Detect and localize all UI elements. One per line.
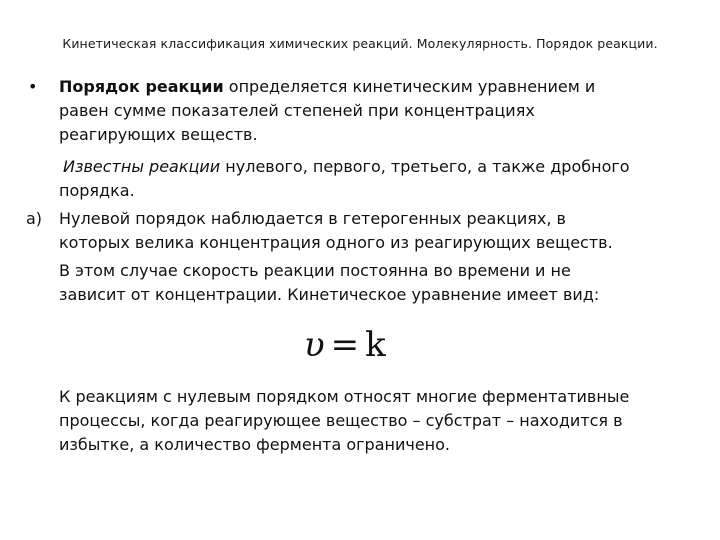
zero-order-item <box>28 207 708 255</box>
reaction-order-definition: определяется кинетическим уравнением и <box>223 77 596 96</box>
rate-equation <box>304 325 708 373</box>
equals-sign: = <box>330 325 360 365</box>
bullet-line-3: реагирующих веществ. <box>59 125 258 144</box>
constant-line-1: В этом случае скорость реакции постоянна во времени и не <box>59 261 571 280</box>
constant-line-2: зависит от концентрации. Кинетическое уравнение имеет вид: <box>59 285 600 304</box>
bullet-line-1 <box>59 75 708 99</box>
enzymatic-line-3: избытке, а количество фермента ограничено. <box>59 435 451 454</box>
rate-symbol: υ <box>304 325 325 365</box>
bullet-line-2: равен сумме показателей степеней при концентрациях <box>59 101 535 120</box>
enzymatic-paragraph <box>28 385 708 457</box>
known-reactions-text: нулевого, первого, третьего, а также дробного <box>220 157 630 176</box>
enzymatic-line-2: процессы, когда реагирующее вещество – субстрат – находится в <box>59 411 623 430</box>
item-a-marker: а) <box>26 209 43 228</box>
known-reactions-paragraph <box>28 155 708 203</box>
enzymatic-line-1: К реакциям с нулевым порядком относят многие ферментативные <box>59 387 630 406</box>
known-line-1 <box>63 155 708 179</box>
zero-order-line-1: Нулевой порядок наблюдается в гетерогенных реакциях, в <box>59 209 566 228</box>
reaction-order-bullet <box>28 75 708 147</box>
slide-title: Кинетическая классификация химических реакций. Молекулярность. Порядок реакции. <box>62 36 658 51</box>
slide-body <box>28 75 708 457</box>
rate-constant: k <box>365 325 386 365</box>
known-line-2: порядка. <box>59 181 135 200</box>
zero-order-line-2: которых велика концентрация одного из реагирующих веществ. <box>59 233 613 252</box>
constant-rate-paragraph <box>28 259 708 307</box>
bullet-marker: • <box>28 77 38 96</box>
known-reactions-term: Известны реакции <box>63 157 221 176</box>
reaction-order-term: Порядок реакции <box>59 77 224 96</box>
